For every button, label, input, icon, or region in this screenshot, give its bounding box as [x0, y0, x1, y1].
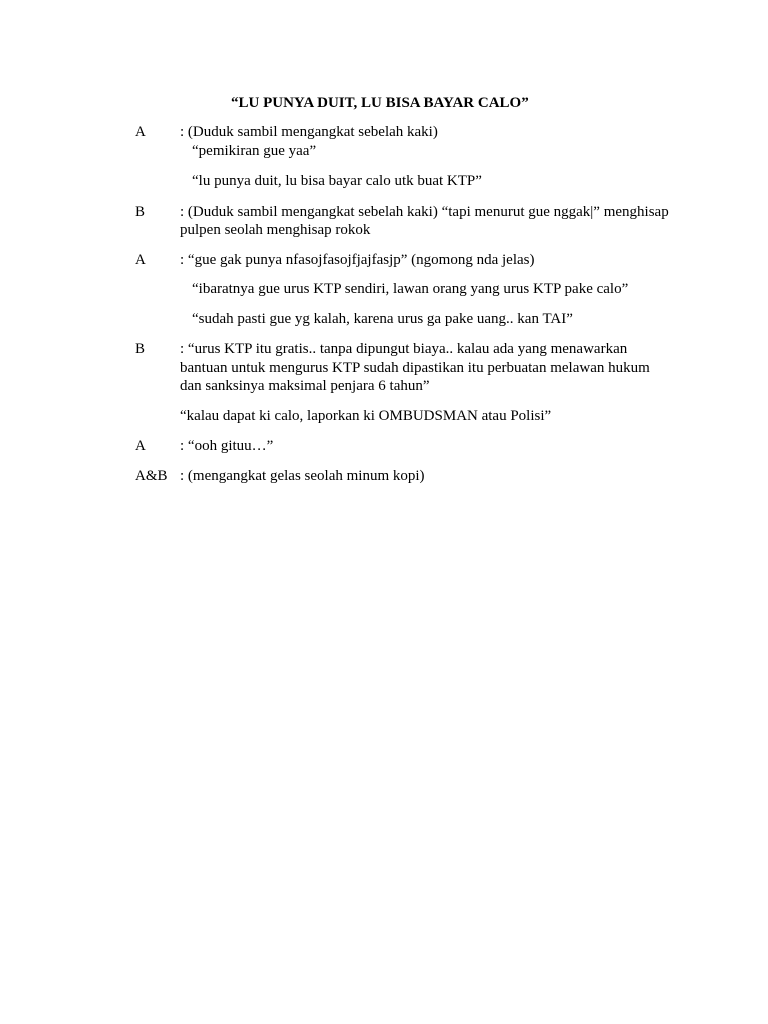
- dialogue-line: “ibaratnya gue urus KTP sendiri, lawan orang yang urus KTP pake calo”: [192, 281, 629, 297]
- dialogue-line: : (Duduk sambil mengangkat sebelah kaki): [180, 124, 438, 140]
- dialogue-line: “pemikiran gue yaa”: [192, 143, 317, 159]
- dialogue-line: “kalau dapat ki calo, laporkan ki OMBUDSMAN atau Polisi”: [180, 408, 552, 424]
- speaker-label: B: [135, 204, 146, 220]
- dialogue-line: : (mengangkat gelas seolah minum kopi): [180, 468, 425, 484]
- dialogue-line: : “gue gak punya nfasojfasojfjajfasjp” (ngomong nda jelas): [180, 252, 535, 268]
- dialogue-line: : “ooh gituu…”: [180, 438, 274, 454]
- speaker-label: A: [135, 438, 146, 454]
- dialogue-line: bantuan untuk mengurus KTP sudah dipastikan itu perbuatan melawan hukum: [180, 360, 650, 376]
- script-title: “LU PUNYA DUIT, LU BISA BAYAR CALO”: [231, 95, 529, 111]
- dialogue-line: pulpen seolah menghisap rokok: [180, 222, 371, 238]
- speaker-label: A: [135, 252, 146, 268]
- dialogue-line: : (Duduk sambil mengangkat sebelah kaki) “tapi menurut gue nggak|” menghisap: [180, 204, 669, 220]
- speaker-label: A: [135, 124, 146, 140]
- dialogue-line: : “urus KTP itu gratis.. tanpa dipungut biaya.. kalau ada yang menawarkan: [180, 341, 628, 357]
- speaker-label: B: [135, 341, 146, 357]
- dialogue-line: “sudah pasti gue yg kalah, karena urus ga pake uang.. kan TAI”: [192, 311, 573, 327]
- speaker-label: A&B: [135, 468, 168, 484]
- dialogue-line: “lu punya duit, lu bisa bayar calo utk buat KTP”: [192, 173, 482, 189]
- dialogue-line: dan sanksinya maksimal penjara 6 tahun”: [180, 378, 430, 394]
